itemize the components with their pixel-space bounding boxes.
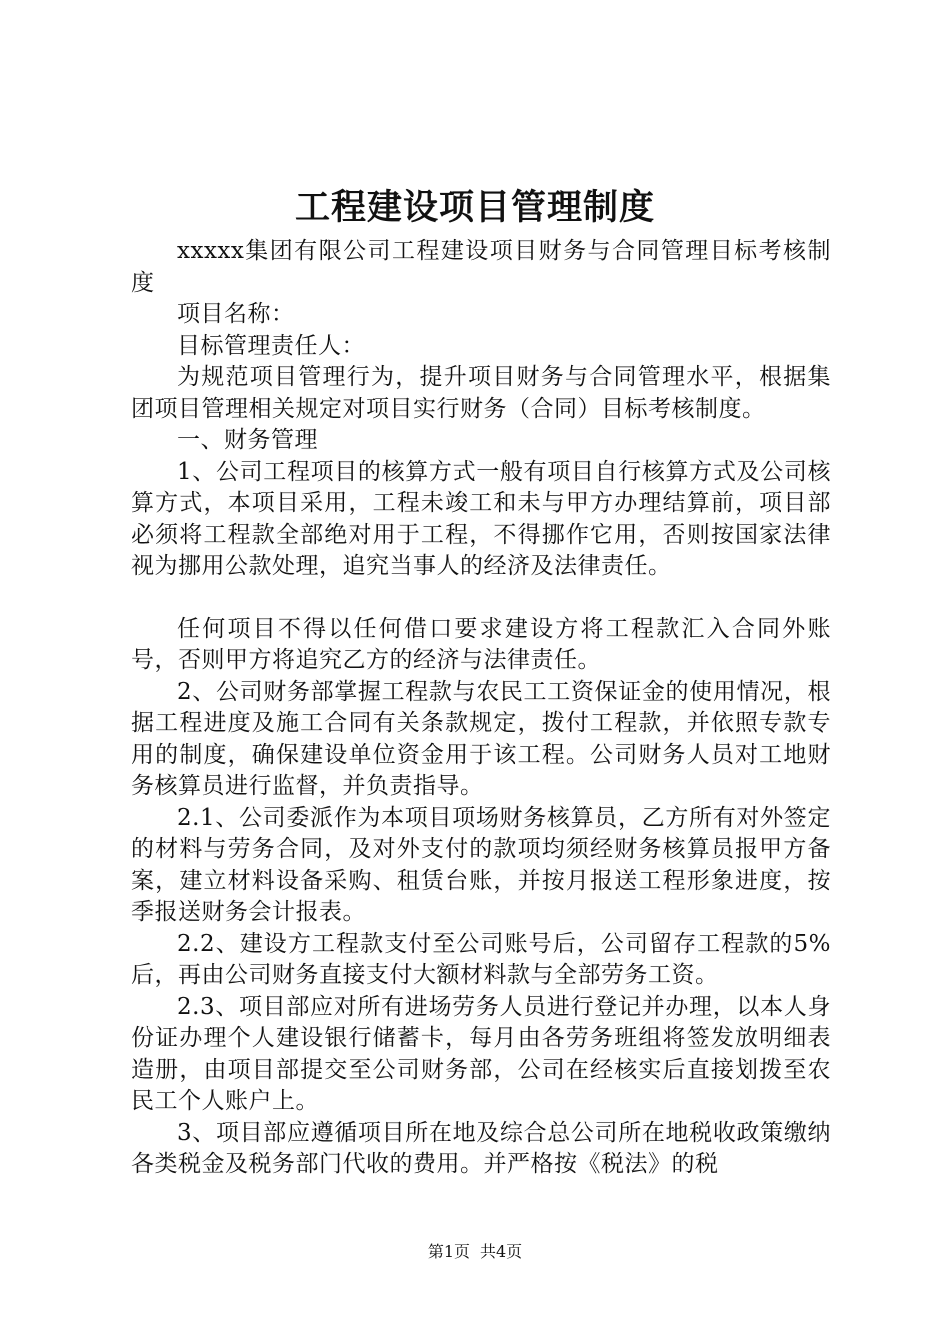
paragraph-responsible-person: 目标管理责任人： bbox=[177, 332, 365, 359]
paragraph-clause-1-note: 任何项目不得以任何借口要求建设方将工程款汇入合同外账号，否则甲方将追究乙方的经济与法律责任。 bbox=[131, 615, 831, 673]
paragraph-purpose: 为规范项目管理行为，提升项目财务与合同管理水平，根据集团项目管理相关规定对项目实行财务（合同）目标考核制度。 bbox=[131, 364, 831, 422]
paragraph-clause-2-1: 2.1、公司委派作为本项目项场财务核算员，乙方所有对外签定的材料与劳务合同，及对外支付的款项均须经财务核算员报甲方备案，建立材料设备采购、租赁台账，并按月报送工程形象进度，按季报送财务会计报表。 bbox=[131, 804, 831, 925]
paragraph-system-name: xxxxx集团有限公司工程建设项目财务与合同管理目标考核制度 bbox=[131, 238, 831, 296]
document-title: 工程建设项目管理制度 bbox=[294, 187, 655, 228]
section-heading-finance: 一、财务管理 bbox=[177, 427, 318, 453]
paragraph-clause-2-2: 2.2、建设方工程款支付至公司账号后，公司留存工程款的5%后，再由公司财务直接支付大额材料款与全部劳务工资。 bbox=[131, 930, 831, 988]
paragraph-clause-3: 3、项目部应遵循项目所在地及综合总公司所在地税收政策缴纳各类税金及税务部门代收的费用。并严格按《税法》的税 bbox=[131, 1119, 831, 1177]
document-body bbox=[131, 236, 831, 1181]
page-total: 共4页 bbox=[480, 1242, 523, 1261]
paragraph-clause-2: 2、公司财务部掌握工程款与农民工工资保证金的使用情况，根据工程进度及施工合同有关条款规定，拨付工程款，并依照专款专用的制度，确保建设单位资金用于该工程。公司财务人员对工地财务核算员进行监督，并负责指导。 bbox=[131, 678, 831, 799]
paragraph-clause-1: 1、公司工程项目的核算方式一般有项目自行核算方式及公司核算方式，本项目采用，工程未竣工和未与甲方办理结算前，项目部必须将工程款全部绝对用于工程，不得挪作它用，否则按国家法律视为挪用公款处理，追究当事人的经济及法律责任。 bbox=[131, 458, 831, 579]
paragraph-project-name: 项目名称： bbox=[177, 301, 295, 327]
page-number: 第1页 bbox=[427, 1242, 470, 1261]
page-footer bbox=[0, 1240, 950, 1264]
paragraph-clause-2-3: 2.3、项目部应对所有进场劳务人员进行登记并办理，以本人身份证办理个人建设银行储蓄卡，每月由各劳务班组将签发放明细表造册，由项目部提交至公司财务部，公司在经核实后直接划拨至农民工个人账户上。 bbox=[131, 993, 831, 1114]
